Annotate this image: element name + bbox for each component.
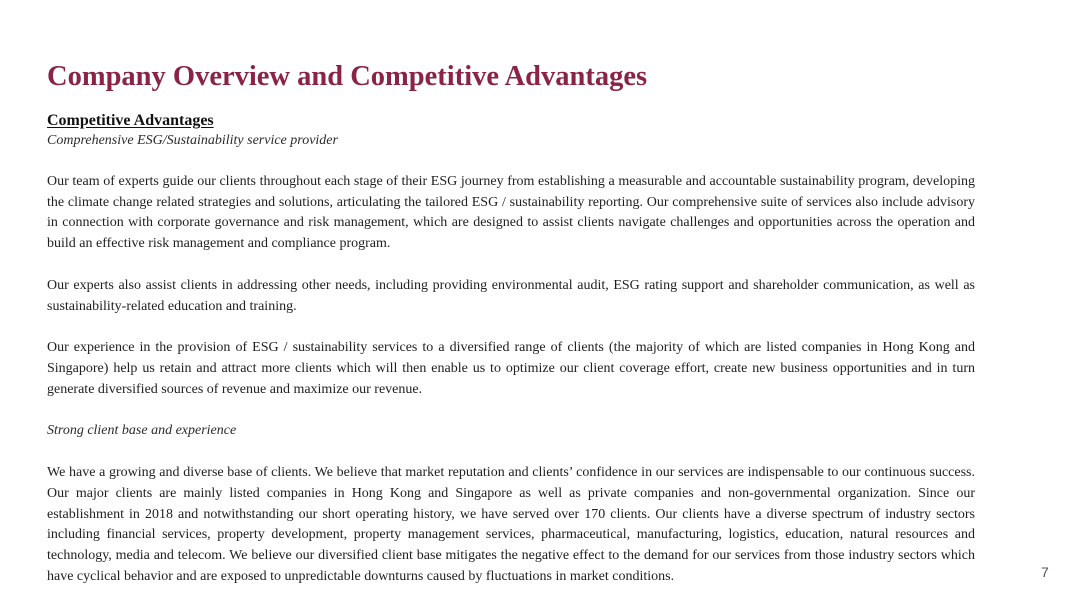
spacer (47, 152, 975, 172)
page-number: 7 (1041, 564, 1049, 580)
spacer (47, 442, 975, 463)
paragraph-esg-journey: Our team of experts guide our clients throughout each stage of their ESG journey from establishing a measurable and accountable sustainability program, developing the climate change related strategies and solutions, articulating the tailored ESG / sustainability reporting. Our comprehensive suite of services also include advisory in connection with corporate governance and risk management, which are designed to assist clients navigate challenges and opportunities across the operation and build an effective risk management and compliance program. (47, 173, 975, 252)
subheading-client-base: Strong client base and experience (47, 423, 237, 439)
spacer (47, 317, 975, 338)
page-title: Company Overview and Competitive Advantages (47, 61, 648, 92)
paragraph-other-needs: Our experts also assist clients in addressing other needs, including providing environmental audit, ESG rating support and shareholder communication, as well as sustainability-related education and training. (47, 277, 975, 314)
subheading-esg-service-provider: Comprehensive ESG/Sustainability service provider (47, 133, 338, 148)
spacer (47, 401, 975, 422)
spacer (47, 255, 975, 276)
section-heading-competitive-advantages: Competitive Advantages (47, 112, 214, 129)
paragraph-experience: Our experience in the provision of ESG / sustainability services to a diversified range of clients (the majority of which are listed companies in Hong Kong and Singapore) help us retain and attract more clients which will then enable us to optimize our client coverage effort, create new business opportunities and in turn generate diversified sources of revenue and maximize our revenue. (47, 340, 975, 397)
paragraph-client-base: We have a growing and diverse base of clients. We believe that market reputation and clients’ confidence in our services are indispensable to our continuous success. Our major clients are mainly listed companies in Hong Kong and Singapore as well as private companies and non-governmental organization. Since our establishment in 2018 and notwithstanding our short operating history, we have served over 170 clients. Our clients have a diverse spectrum of industry sectors including financial services, property development, property management services, pharmaceutical, manufacturing, logistics, education, natural resources and technology, media and telecom. We believe our diversified client base mitigates the negative effect to the demand for our services from those industry sectors which have cyclical behavior and are exposed to unpredictable downturns caused by fluctuations in market conditions. (47, 464, 975, 584)
content-body (47, 110, 975, 588)
